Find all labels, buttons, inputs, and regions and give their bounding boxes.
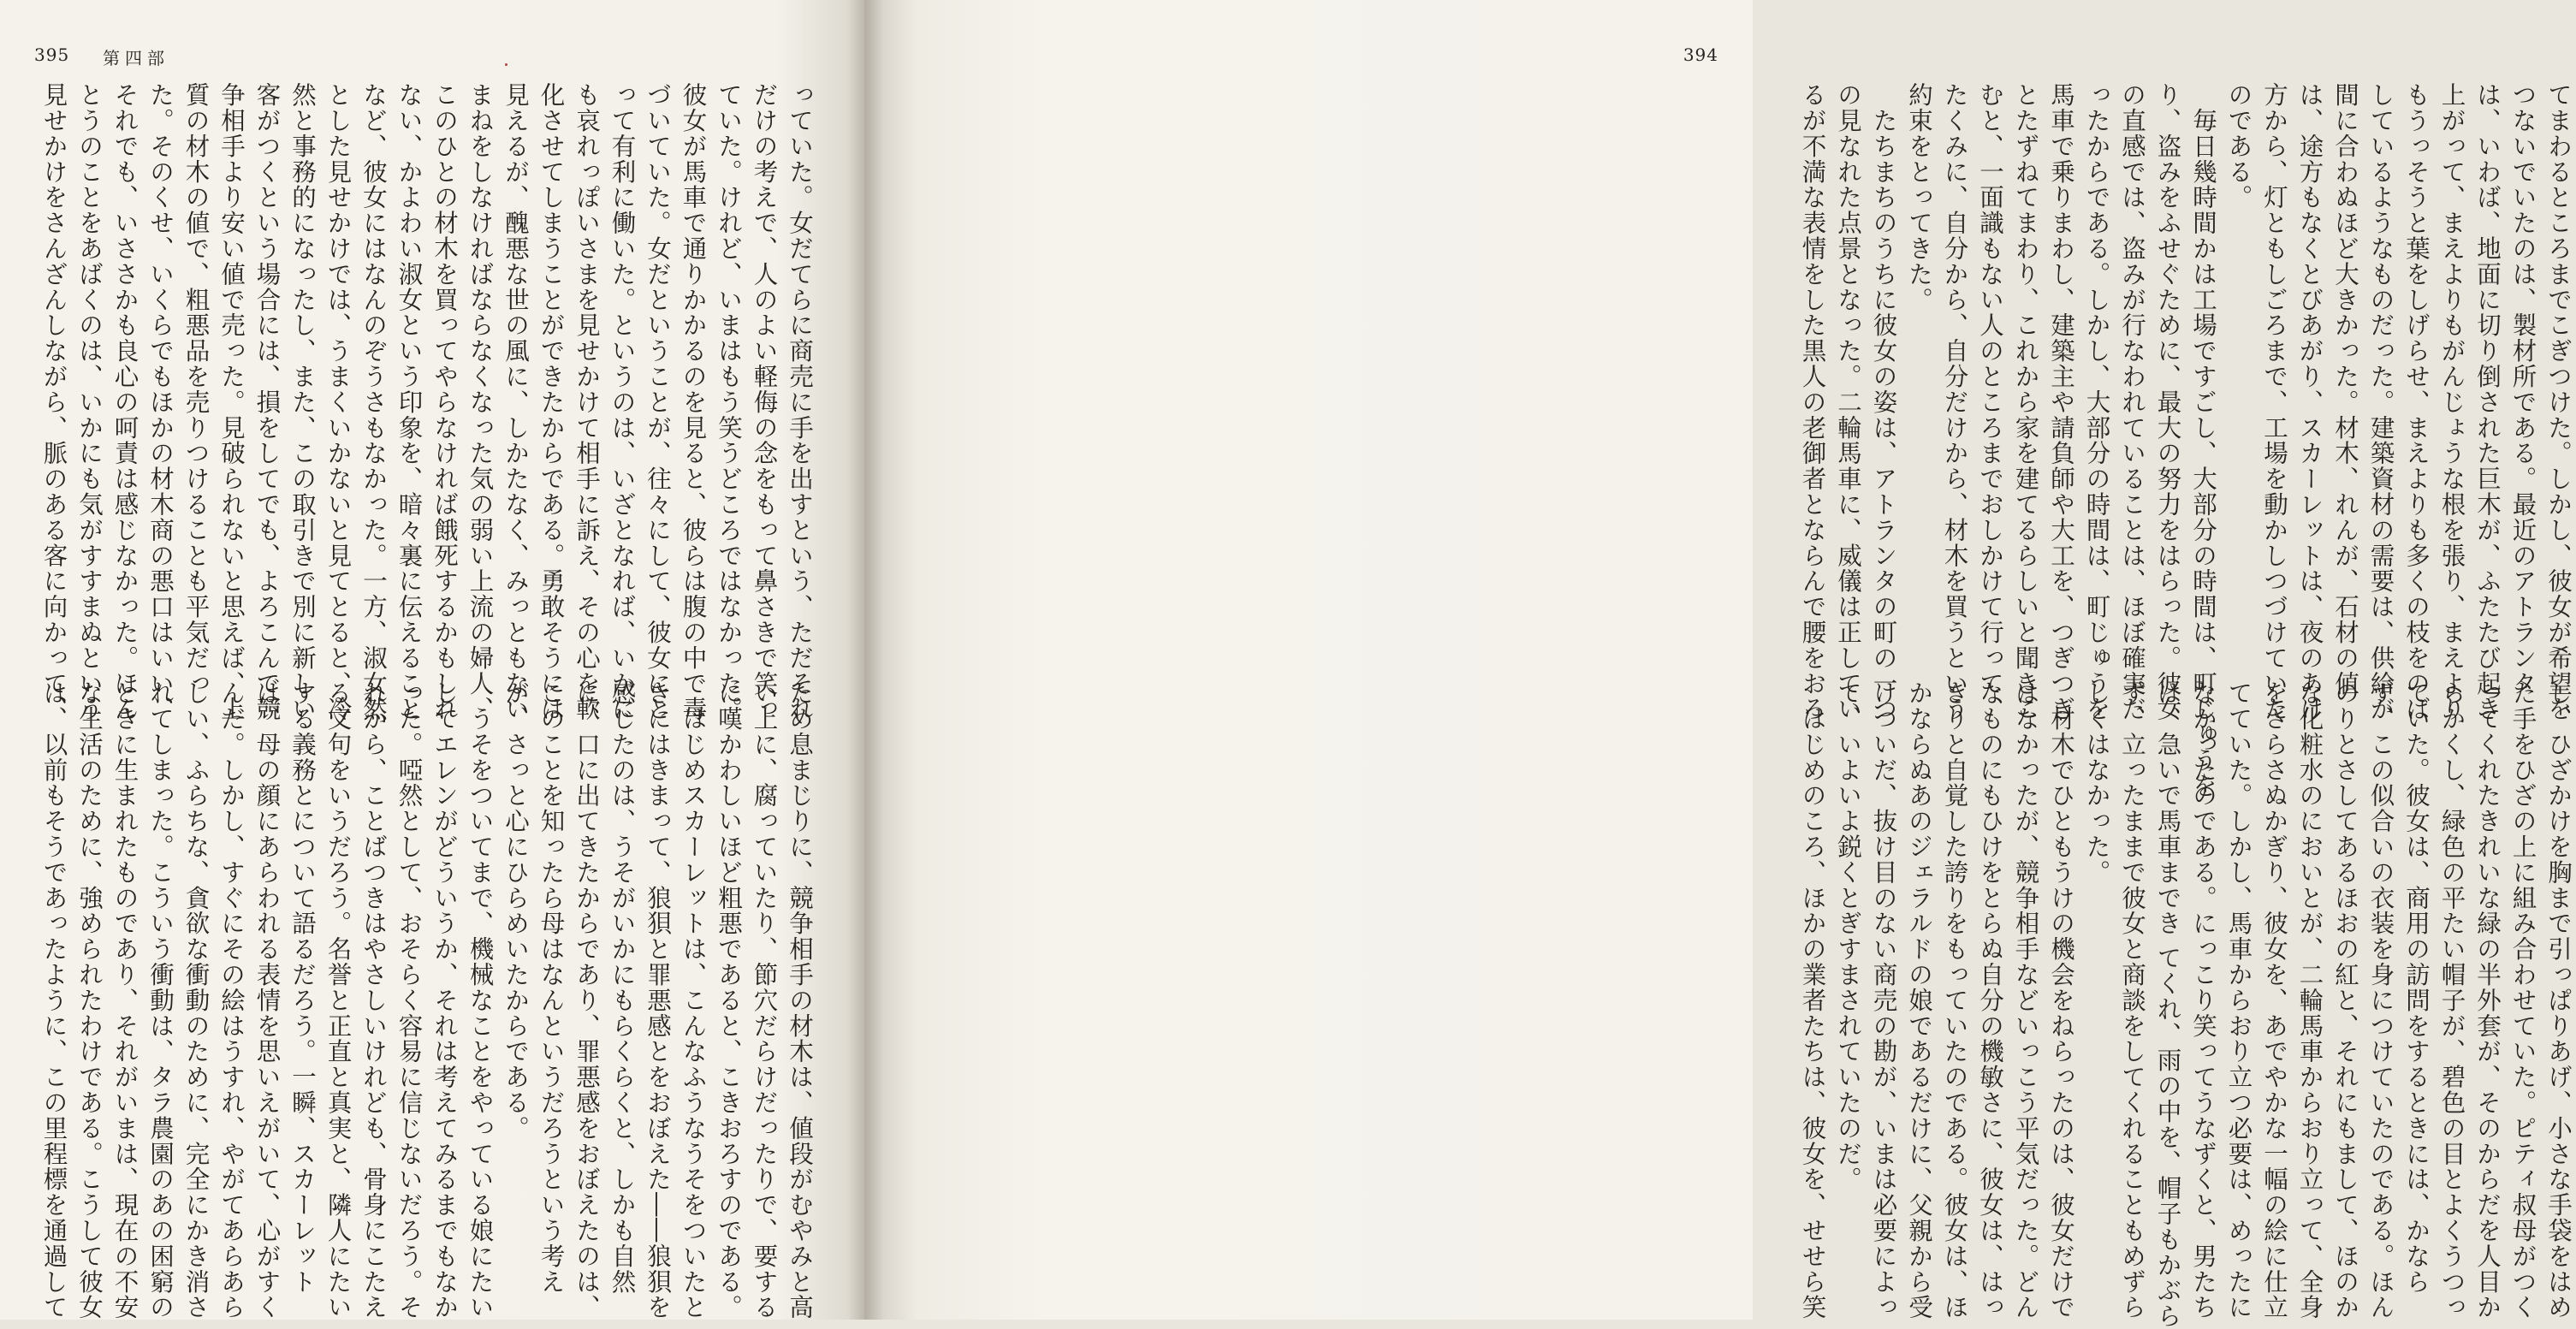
text-column: れから、ことばつきはやさしいけれども、骨身にこたえ xyxy=(356,680,392,1245)
text-column: て、いよいよ鋭くとぎすまされていたのだ。 xyxy=(1831,680,1867,1245)
text-column: 彼女が馬車で通りかかるのを見ると、彼らは腹の中で毒 xyxy=(675,82,711,647)
right-top-text-block xyxy=(1772,82,2576,647)
text-column: とたずねてまわり、これから家を建てるらしいと聞きこ xyxy=(2008,82,2044,647)
right-bottom-text-block xyxy=(1772,680,2576,1245)
text-column: なものにもひけをとらぬ自分の機敏さに、彼女は、はっ xyxy=(1973,680,2009,1245)
text-column: も哀れっぽいさまを見せかけて相手に訴え、その心を軟 xyxy=(569,82,605,647)
text-column: らかくし、緑色の平たい帽子が、碧色の目とよくうつっ xyxy=(2434,680,2470,1245)
text-column: 馬車で乗りまわし、建築主や請負師や大工を、つぎつぎ xyxy=(2044,82,2080,647)
text-column: ったからである。しかし、大部分の時間は、町じゅうを xyxy=(2079,82,2115,647)
text-column: なかったのである。にっこり笑ってうなずくと、男たち xyxy=(2186,680,2222,1245)
text-column: しくはなかった。 xyxy=(2079,680,2115,1245)
text-column: ってくれたきれいな緑の半外套が、そのからだを人目か xyxy=(2470,680,2506,1245)
text-column: ていた。彼女は、商用の訪問をするときには、かなら xyxy=(2399,680,2435,1245)
text-column: する義務とについて語るだろう。一瞬、スカーレット xyxy=(285,680,321,1245)
text-column: る文句をいうだろう。名誉と正直と真実と、隣人にたい xyxy=(320,680,356,1245)
running-title: 第四部 xyxy=(103,44,169,69)
text-column: が、さっと心にひらめいたからである。 xyxy=(498,680,534,1245)
text-column: ず、この似合いの衣装を身につけていたのである。ほん xyxy=(2363,680,2399,1245)
text-column: 間に合わぬほど大きかった。材木、れんが、石材の値 xyxy=(2328,82,2364,647)
text-column: 毎日幾時間かは工場ですごし、大部分の時間は、町じゅうを xyxy=(2186,82,2222,647)
text-column: 見せかけをさんざんしながら、脈のある客に向かって、 xyxy=(36,82,72,647)
text-column: は、途方もなくとびあがり、スカーレットは、夜のあけ xyxy=(2292,82,2328,647)
text-column: つないでいたのは、製材所である。最近のアトランタ xyxy=(2505,82,2541,647)
text-column: 上がって、まえよりもがんじょうな根を張り、まえより xyxy=(2434,82,2470,647)
text-column: って有利に働いた。というのは、いざとなれば、いかに xyxy=(604,82,640,647)
text-column: い上に、腐っていたり、節穴だらけだったりで、要する xyxy=(746,680,782,1245)
text-column: きにはきまって、狼狽と罪悪感とをおぼえた――狼狽を xyxy=(640,680,676,1245)
left-page xyxy=(0,0,864,1320)
left-top-text-block xyxy=(34,82,817,647)
text-column: 争相手より安い値で売った。見破られないと思えば、上 xyxy=(214,82,250,647)
text-column: はじめのころ、ほかの業者たちは、彼女を、せせら笑 xyxy=(1795,680,1831,1245)
text-column: むと、一面識もない人のところまでおしかけて行って、 xyxy=(1973,82,2009,647)
text-column: は、母の顔にあらわれる表情を思いえがいて、心がすく xyxy=(249,680,285,1245)
text-column: り、盗みをふせぐために、最大の努力をはらった。彼女 xyxy=(2150,82,2186,647)
text-column: たちまちのうちに彼女の姿は、アトランタの町の一つ xyxy=(1866,82,1902,647)
text-column: っていた。女だてらに商売に手を出すという、ただそれ xyxy=(782,82,818,647)
text-column: けついだ、抜け目のない商売の勘が、いまは必要によっ xyxy=(1866,680,1902,1245)
text-column: な生活のために、強められたわけである。こうして彼女 xyxy=(72,680,108,1245)
text-column: をさらさぬかぎり、彼女を、あでやかな一幅の絵に仕立 xyxy=(2257,680,2293,1245)
text-column: 見えるが、醜悪な世の風に、しかたなく、みっともない xyxy=(498,82,534,647)
text-column: は、以前もそうであったように、この里程標を通過して xyxy=(36,680,72,1245)
text-column: ため息まじりに、競争相手の材木は、値段がむやみと高 xyxy=(782,680,818,1245)
text-column: 感じたのは、うそがいかにもらくらくと、しかも自然 xyxy=(604,680,640,1245)
text-column: ときに生まれたものであり、それがいまは、現在の不安 xyxy=(107,680,143,1245)
text-column: もうっそうと葉をしげらせ、まえよりも多くの枝をのば xyxy=(2399,82,2435,647)
text-column: の見なれた点景となった。二輪馬車に、威儀は正してい xyxy=(1831,82,1867,647)
text-column: った。啞然として、おそらく容易に信じないだろう。そ xyxy=(391,680,427,1245)
text-column: 材木でひともうけの機会をねらったのは、彼女だけで xyxy=(2044,680,2080,1245)
text-column: うそをついてまで、機械なことをやっている娘にたい xyxy=(462,680,498,1245)
text-column: とした見せかけでは、うまくいかないと見てとると、冷 xyxy=(320,82,356,647)
text-column: このひとの材木を買ってやらなければ餓死するかもしれ xyxy=(427,82,463,647)
text-column: 質の材木の値で、粗悪品を売りつけることも平気だっ xyxy=(178,82,214,647)
text-column: してエレンがどういうか、それは考えてみるまでもなか xyxy=(427,680,463,1245)
text-column: 約束をとってきた。 xyxy=(1902,82,1938,647)
right-page xyxy=(864,0,1753,1320)
text-column: それでも、いささかも良心の呵責は感じなかった。ほん xyxy=(107,82,143,647)
text-column: に嘆かわしいほど粗悪であると、こきおろすのである。 xyxy=(711,680,747,1245)
text-column: んだ。しかし、すぐにその絵はうすれ、やがてあらあら xyxy=(214,680,250,1245)
text-column: は、いわば、地面に切り倒された巨木が、ふたたび起き xyxy=(2470,82,2506,647)
text-column: とうのことをあばくのは、いかにも気がすすまぬという xyxy=(72,82,108,647)
text-column: た手をひざの上に組み合わせていた。ピティ叔母がつく xyxy=(2505,680,2541,1245)
book-gutter xyxy=(847,0,883,1320)
text-column: かならぬあのジェラルドの娘であるだけに、父親から受 xyxy=(1902,680,1938,1245)
page-number-right: 394 xyxy=(1683,44,1718,65)
text-column: ず、立ったままで彼女と商談をしてくれることもめずら xyxy=(2115,680,2151,1245)
text-column: は、急いで馬車までき てくれ、雨の中を、帽子もかぶら xyxy=(2150,680,2186,1245)
text-column: 客がつくという場合には、損をしてでも、よろこんで競 xyxy=(249,82,285,647)
text-column: 化させてしまうことができたからである。勇敢そうには xyxy=(533,82,569,647)
text-column: 然と事務的になったし、また、この取引きで別に新しい xyxy=(285,82,321,647)
text-column: てていた。しかし、馬車からおり立つ必要は、めったに xyxy=(2221,680,2257,1245)
text-column: ていた。けれど、いまはもう笑うどころではなかった。 xyxy=(711,82,747,647)
text-column: な化粧水のにおいとが、二輪馬車からおり立って、全身 xyxy=(2292,680,2328,1245)
text-column: しい、ふらちな、貪欲な衝動のために、完全にかき消さ xyxy=(178,680,214,1245)
text-column: ない、かよわい淑女という印象を、暗々裏に伝えること xyxy=(391,82,427,647)
ink-speck xyxy=(505,63,507,66)
text-column: 方から、灯ともしごろまで、工場を動かしつづけていた xyxy=(2257,82,2293,647)
text-column: はじめスカーレットは、こんなふうなうそをついたと xyxy=(675,680,711,1245)
text-column: るが不満な表情をした黒人の老御者とならんで腰をおろ xyxy=(1795,82,1831,647)
text-column: はなかったが、競争相手などいっこう平気だった。どん xyxy=(2008,680,2044,1245)
text-column: てまわるところまでこぎつけた。しかし、彼女が希望を xyxy=(2541,82,2576,647)
text-column: れてしまった。こういう衝動は、タラ農園のあの困窮の xyxy=(143,680,179,1245)
text-column: だけの考えで、人のよい軽侮の念をもって鼻さきで笑っ xyxy=(746,82,782,647)
text-column: たくみに、自分から、自分だけから、材木を買うという xyxy=(1937,82,1973,647)
text-column: し、ひざかけを胸まで引っぱりあげ、小さな手袋をはめ xyxy=(2541,680,2576,1245)
text-column: このことを知ったら母はなんというだろうという考え xyxy=(533,680,569,1245)
text-column: に、口に出てきたからであり、罪悪感をおぼえたのは、 xyxy=(569,680,605,1245)
text-column: しているようなものだった。建築資材の需要は、供給が xyxy=(2363,82,2399,647)
text-column: づいていた。女だということが、往々にして、彼女にと xyxy=(640,82,676,647)
text-column: た。そのくせ、いくらでもほかの材木商の悪口はいい、 xyxy=(143,82,179,647)
text-column: など、彼女にはなんのぞうさもなかった。一方、淑女然 xyxy=(356,82,392,647)
text-column: きりと自覚した誇りをもっていたのである。彼女は、ほ xyxy=(1937,680,1973,1245)
text-column: の直感では、盗みが行なわれていることは、ほぼ確実だ xyxy=(2115,82,2151,647)
text-column: のである。 xyxy=(2221,82,2257,647)
text-column: のりとさしてあるほおの紅と、それにもまして、ほのか xyxy=(2328,680,2364,1245)
left-bottom-text-block xyxy=(34,680,817,1245)
text-column: まねをしなければならなくなった気の弱い上流の婦人、 xyxy=(462,82,498,647)
page-number-left: 395 xyxy=(34,44,69,65)
